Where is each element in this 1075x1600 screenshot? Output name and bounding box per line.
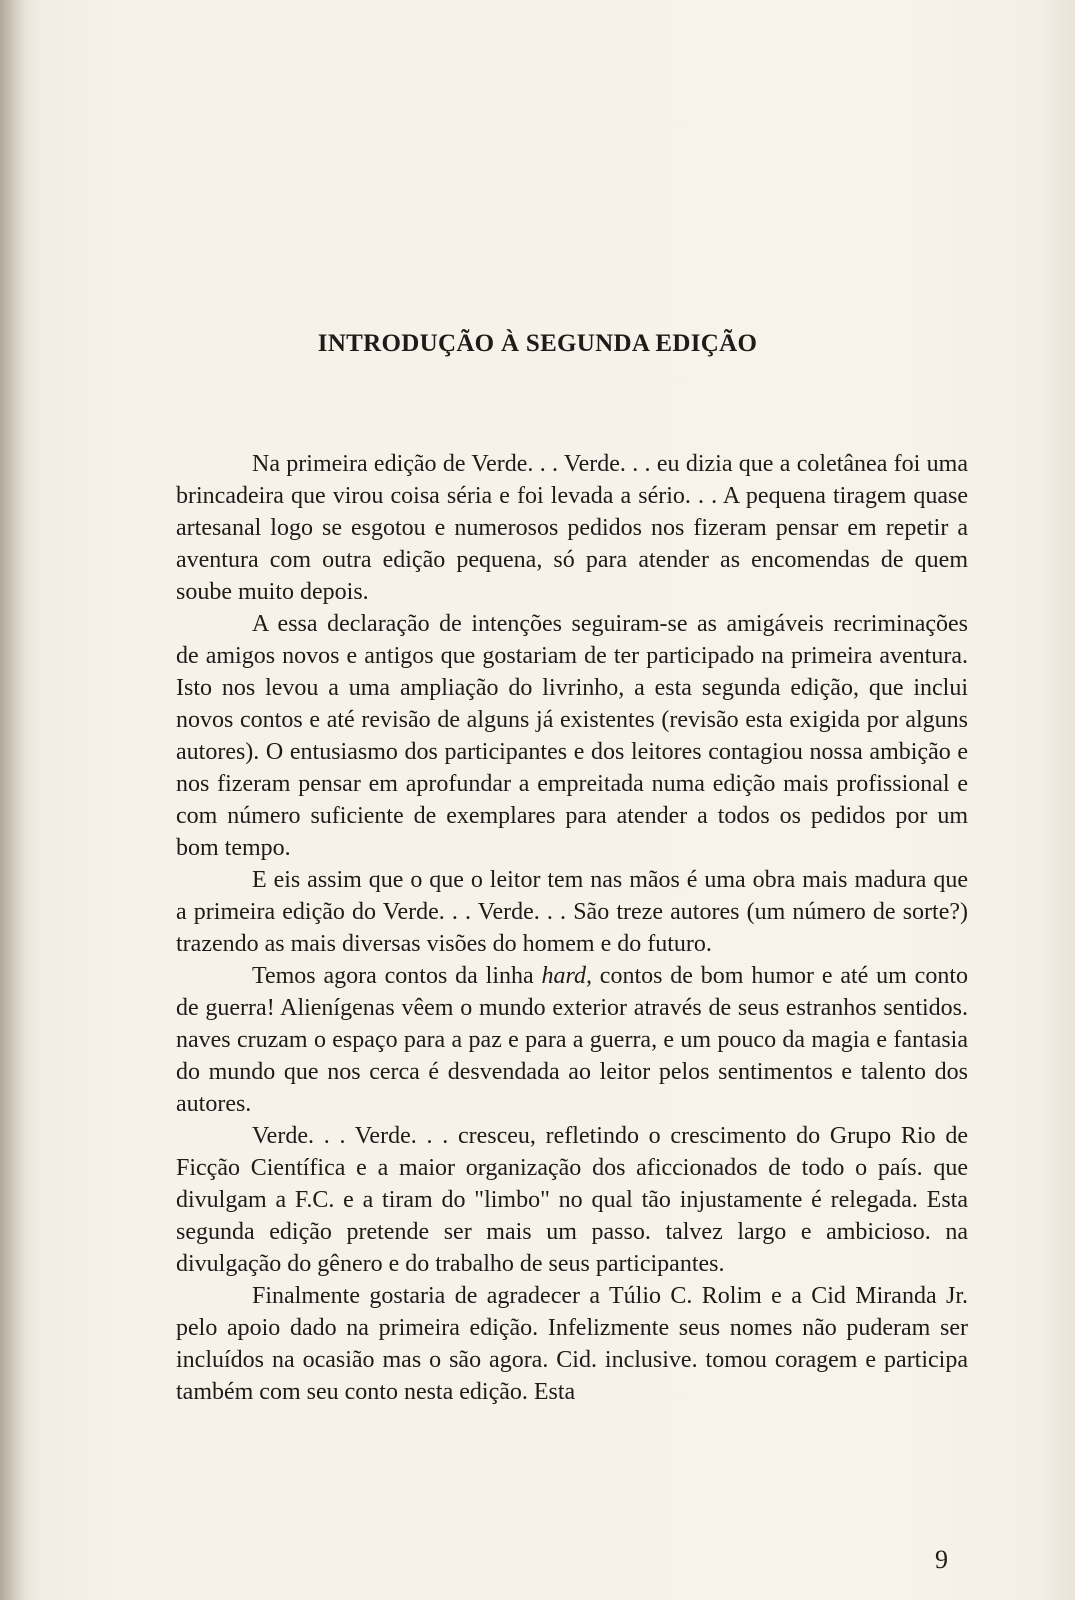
paragraph-5: Verde. . . Verde. . . cresceu, refletindo o crescimento do Grupo Rio de Ficção Científica e a maior organização dos aficcionados de todo o país. que divulgam a F.C. e a tiram do "limbo" no qual tão injustamente é relegada. Esta segunda edição pretende ser mais um passo. talvez largo e ambicioso. na divulgação do gênero e do trabalho de seus participantes. [176,1123,968,1277]
paragraph-4 [176,960,968,1120]
paragraph-3: E eis assim que o que o leitor tem nas mãos é uma obra mais madura que a primeira edição do Verde. . . Verde. . . São treze autores (um número de sorte?) trazendo as mais diversas visões do homem e do futuro. [176,867,968,957]
chapter-title: INTRODUÇÃO À SEGUNDA EDIÇÃO [317,330,758,357]
paragraph-4-start: Temos agora contos da linha [252,963,542,989]
paragraph-4-italic-term: hard, [541,963,592,989]
body-text [176,448,968,1408]
paragraph-1: Na primeira edição de Verde. . . Verde. . . eu dizia que a coletânea foi uma brincadeira que virou coisa séria e foi levada a sério. . . A pequena tiragem quase artesanal logo se esgotou e numerosos pedidos nos fizeram pensar em repetir a aventura com outra edição pequena, só para atender as encomendas de quem soube muito depois. [176,451,968,605]
paragraph-2: A essa declaração de intenções seguiram-se as amigáveis recriminações de amigos novos e antigos que gostariam de ter participado na primeira aventura. Isto nos levou a uma ampliação do livrinho, a esta segunda edição, que inclui novos contos e até revisão de alguns já existentes (revisão esta exigida por alguns autores). O entusiasmo dos participantes e dos leitores contagiou nossa ambição e nos fizeram pensar em aprofundar a empreitada numa edição mais profissional e com número suficiente de exemplares para atender a todos os pedidos por um bom tempo. [176,611,968,861]
paragraph-6: Finalmente gostaria de agradecer a Túlio C. Rolim e a Cid Miranda Jr. pelo apoio dado na primeira edição. Infelizmente seus nomes não puderam ser incluídos na ocasião mas o são agora. Cid. inclusive. tomou coragem e participa também com seu conto nesta edição. Esta [176,1283,968,1405]
page-number: 9 [935,1545,948,1574]
paragraph-4-end: contos de bom humor e até um conto de guerra! Alienígenas vêem o mundo exterior através de seus estranhos sentidos. naves cruzam o espaço para a paz e para a guerra, e um pouco da magia e fantasia do mundo que nos cerca é desvendada ao leitor pelos sentimentos e talento dos autores. [176,963,968,1117]
